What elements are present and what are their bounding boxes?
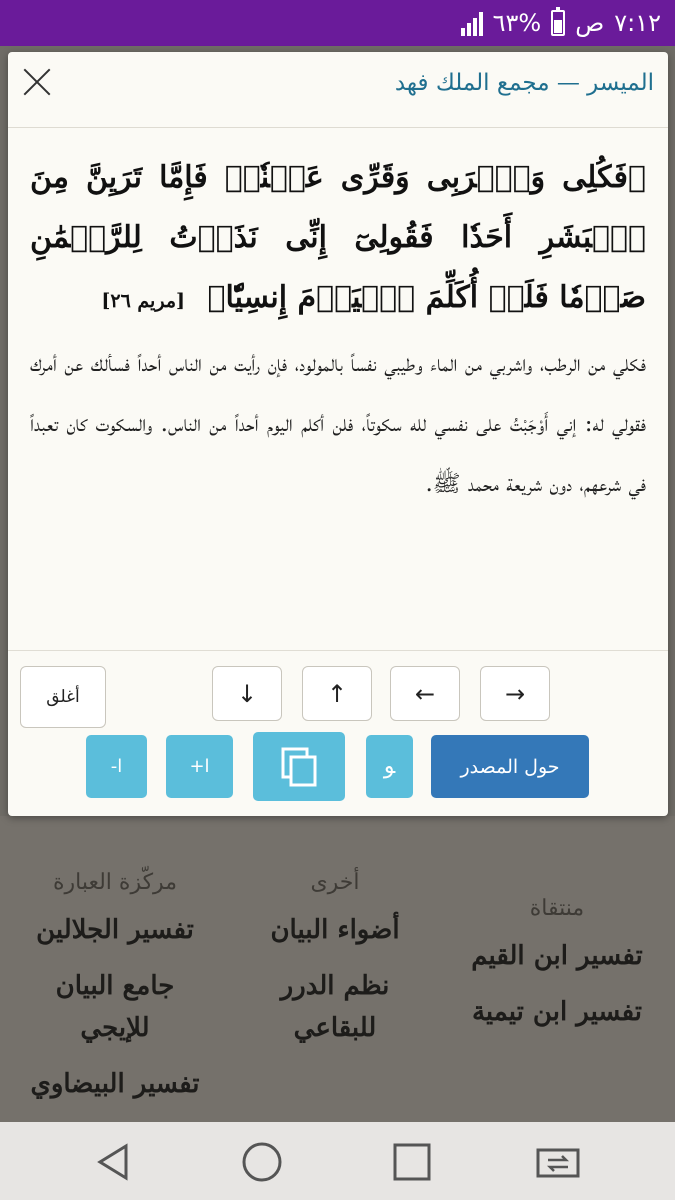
back-icon[interactable] <box>90 1138 138 1186</box>
arrow-right-button[interactable]: → <box>480 666 550 721</box>
book-item[interactable]: تفسير ابن تيمية <box>471 997 643 1027</box>
battery-percent: ٦٣% <box>492 9 542 37</box>
book-item[interactable]: جامع البيان للإيجي <box>55 971 175 1043</box>
switch-app-icon[interactable] <box>534 1138 582 1186</box>
modal-title: الميسر — مجمع الملك فهد <box>394 70 654 96</box>
about-source-button[interactable]: حول المصدر <box>431 735 589 798</box>
tafsir-text: فكلي من الرطب، واشربي من الماء وطيبي نفساً بالمولود، فإن رأيت من الناس أحداً فسألك عن أمرك فقولي له: إني أَوْجَبْتُ على نفسي لله سكوتاً، فلن أكلم اليوم أحداً من الناس. والسكوت كان تعبداً في شرعهم، دون شريعة محمد ﷺ. <box>30 351 646 497</box>
column-selected <box>447 816 667 1033</box>
copy-icon <box>279 745 319 789</box>
background-book-list <box>0 816 675 1122</box>
time: ٧:١٢ <box>614 9 661 37</box>
column-header: أخرى <box>310 870 360 895</box>
quran-verse <box>30 148 646 331</box>
verse-text: ﴿فَكُلِى وَٱشۡرَبِى وَقَرِّى عَيۡنٗاۖ فَإِمَّا تَرَيِنَّ مِنَ ٱلۡبَشَرِ أَحَدٗا فَقُولِىٓ إِنِّى نَذَرۡتُ لِلرَّحۡمَٰنِ صَوۡمٗا فَلَنۡ أُكَلِّمَ ٱلۡيَوۡمَ إِنسِيّٗا﴾ <box>30 160 646 315</box>
column-header: منتقاة <box>529 896 585 921</box>
book-item[interactable]: نظم الدرر للبقاعي <box>280 971 390 1043</box>
status-right <box>461 8 661 38</box>
book-item[interactable]: تفسير ابن القيم <box>471 941 643 971</box>
close-button[interactable]: أغلق <box>20 666 106 728</box>
recents-icon[interactable] <box>388 1138 436 1186</box>
increase-font-button[interactable]: +ا <box>166 735 233 798</box>
time-period: ص <box>575 9 605 37</box>
column-concise <box>5 816 225 1105</box>
copy-button[interactable] <box>253 732 345 801</box>
tafsir-modal <box>8 52 668 816</box>
book-item[interactable]: تفسير البيضاوي <box>30 1069 200 1099</box>
signal-icon <box>461 10 483 36</box>
book-item[interactable]: أضواء البيان <box>270 915 400 945</box>
modal-header <box>8 52 668 128</box>
arrow-down-button[interactable]: ↓ <box>212 666 282 721</box>
navigation-bar <box>0 1122 675 1200</box>
close-icon[interactable] <box>22 66 52 96</box>
column-header: مركّزة العبارة <box>53 870 177 895</box>
share-button[interactable]: ﻮ <box>366 735 413 798</box>
arrow-up-button[interactable]: ↑ <box>302 666 372 721</box>
book-item[interactable]: تفسير الجلالين <box>36 915 194 945</box>
verse-reference: [مريم ٢٦] <box>101 290 185 312</box>
battery-icon <box>551 10 565 36</box>
divider <box>8 650 668 651</box>
arrow-left-button[interactable]: ← <box>390 666 460 721</box>
home-icon[interactable] <box>238 1138 286 1186</box>
decrease-font-button[interactable]: -ا <box>86 735 147 798</box>
status-bar <box>0 0 675 46</box>
column-other <box>225 816 445 1049</box>
